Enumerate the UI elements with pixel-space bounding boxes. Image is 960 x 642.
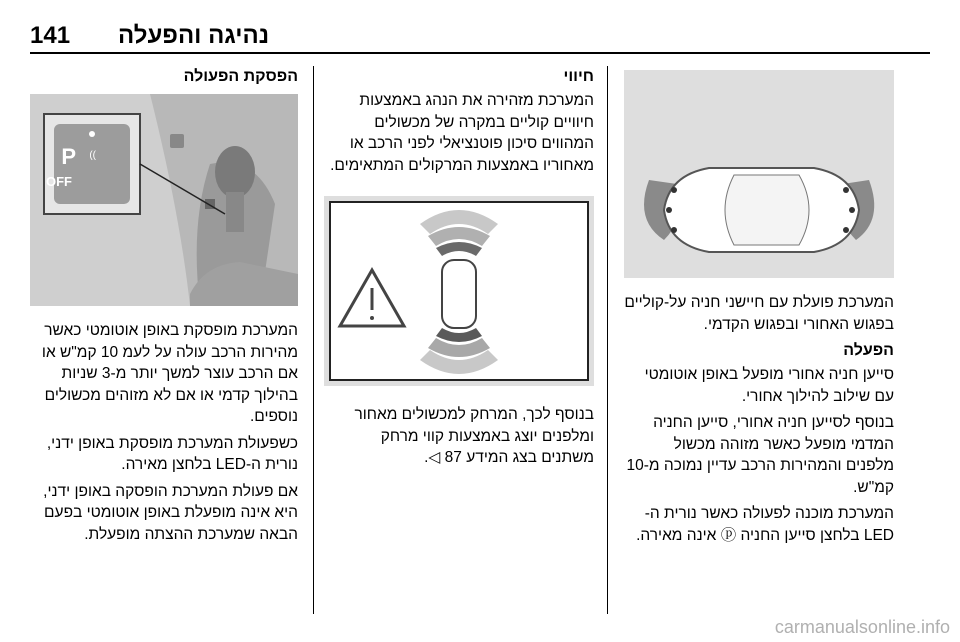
- off-label: OFF: [46, 174, 72, 189]
- page-header: [30, 22, 930, 52]
- car-sensor-figure: [624, 70, 894, 278]
- activation-paragraph: המערכת מוכנה לפעולה כאשר נורית ה-LED בלחצן סייען החניה ⓟ אינה מאירה.: [636, 505, 894, 544]
- column-left-side: [622, 66, 894, 551]
- activation-paragraph: בנוסף לסייען חניה אחורי, סייען החניה המדמי מופעל כאשר מזוהה מכשול מלפנים והמהירות הרכב עדיין נמוכה מ-10 קמ"ש.: [626, 414, 894, 496]
- console-figure: [30, 94, 298, 306]
- activation-paragraph: סייען חניה אחורי מופעל באופן אוטומטי עם שילוב להילוך אחורי.: [644, 366, 894, 405]
- indication-paragraph: המערכת מזהירה את הנהג באמצעות חיוויים קוליים במקרה של מכשולים המהווים סיכון פוטנציאלי לפני הרכב או מאחוריו באמצעות המרקולים המתאימים.: [330, 92, 594, 174]
- intro-paragraph: המערכת פועלת עם חיישני חניה על-קוליים בפגוש האחורי ובפגוש הקדמי.: [624, 294, 894, 333]
- page-title: נהיגה והפעלה: [118, 22, 270, 49]
- display-figure: [324, 196, 594, 386]
- column-divider: [607, 66, 608, 614]
- page-number: 141: [30, 22, 71, 49]
- car-sensor-diagram: [624, 70, 894, 278]
- indication-paragraph: בנוסף לכך, המרחק למכשולים מאחור ומלפנים יוצג באמצעות קווי מרחק משתנים בצג המידע 87 ◁.: [354, 406, 594, 466]
- console-diagram: [30, 94, 298, 306]
- display-diagram: [324, 196, 594, 386]
- header-rule: [30, 52, 930, 54]
- indication-heading: חיווי: [563, 68, 594, 85]
- column-middle: [324, 66, 594, 474]
- svg-text:P: P: [61, 144, 76, 169]
- column-right-side: [30, 66, 298, 550]
- watermark: carmanualsonline.info: [774, 617, 950, 637]
- column-divider: [313, 66, 314, 614]
- svg-text:)): )): [89, 150, 96, 161]
- activation-heading: הפעלה: [843, 342, 894, 359]
- deactivation-paragraph: אם פעולת המערכת הופסקה באופן ידני, היא אינה מופעלת באופן אוטומטי בפעם הבאה שמערכת ההצתה מופעלת.: [43, 482, 298, 543]
- deactivation-paragraph: כשפעולת המערכת מופסקת באופן ידני, נורית ה-LED בלחצן מאירה.: [46, 434, 298, 473]
- deactivation-heading: הפסקת הפעולה: [183, 68, 298, 85]
- deactivation-paragraph: המערכת מופסקת באופן אוטומטי כאשר מהירות הרכב עולה על לעמ 10 קמ"ש או אם הרכב עוצר למשך יותר מ-3 שניות בהילוך קדמי או אם לא מזוהים מכשולים נוספים.: [41, 322, 298, 425]
